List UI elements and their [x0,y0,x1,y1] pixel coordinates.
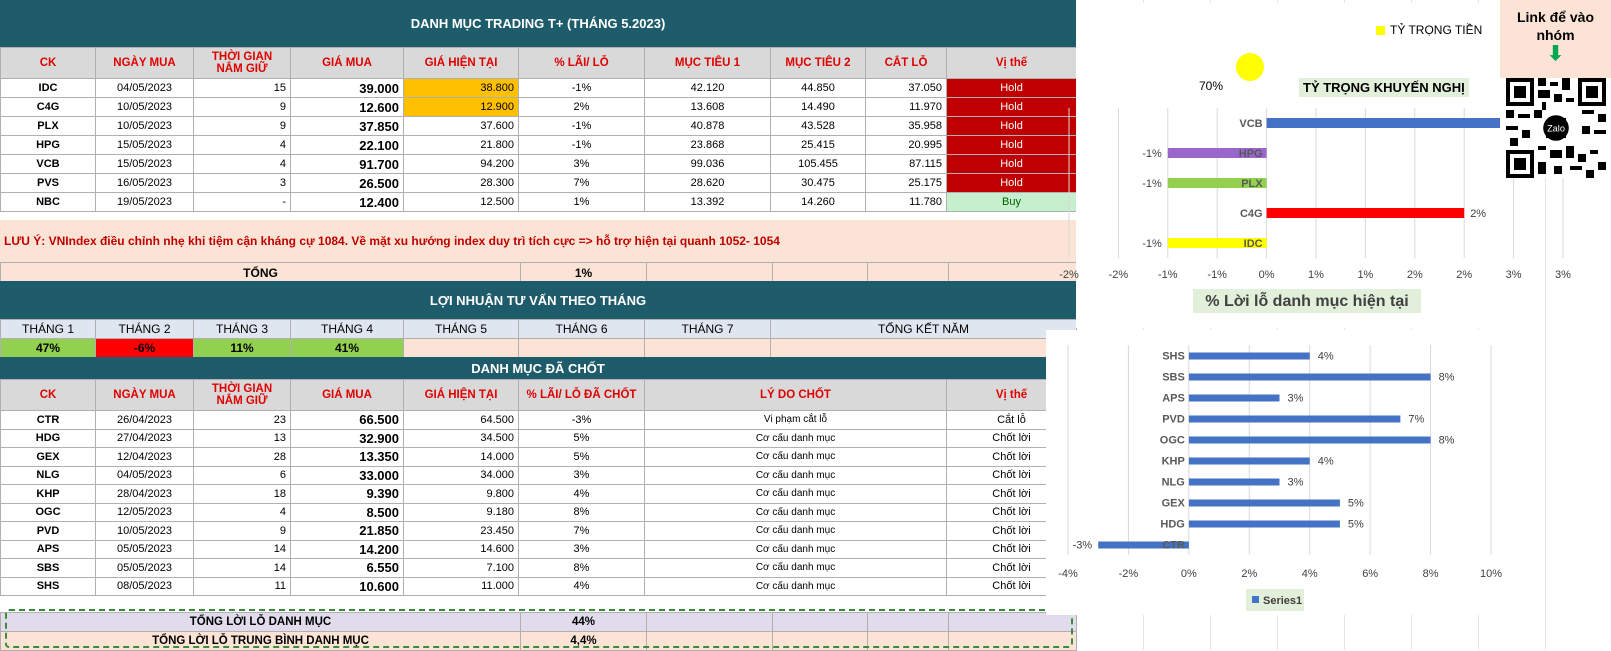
header-cell: NGÀY MUA [96,380,194,411]
table-cell: 14.260 [771,193,866,212]
table-cell: 14.600 [404,540,519,559]
header-cell: GIÁ MUA [291,380,404,411]
table-cell: 7% [519,522,645,541]
table-cell: 15 [194,79,291,98]
position-cell: Hold [947,174,1077,193]
x-tick-label: -4% [1058,568,1078,580]
data-label: 3% [1287,476,1304,489]
x-tick-label: 8% [1422,568,1439,580]
table-cell: 9 [194,98,291,117]
category-label: APS [1162,392,1185,405]
table-cell: -1% [519,117,645,136]
monthly-profit-table [0,319,1077,358]
category-label: SBS [1162,371,1185,384]
table-cell: 37.600 [404,117,519,136]
table-cell: 37.850 [291,117,404,136]
closed-pnl-chart [1046,330,1518,615]
summary-highlight-border [5,609,1073,648]
table-cell: 35.958 [866,117,947,136]
table-cell: Chốt lời [947,577,1077,596]
table-cell: Chốt lời [947,559,1077,578]
x-tick-label: -2% [1059,269,1079,281]
table-cell: 33.000 [291,466,404,485]
table-cell: 87.115 [866,155,947,174]
table-cell: 7% [519,174,645,193]
category-label: IDC [1243,238,1263,250]
table-cell: Cơ cấu danh mục [645,503,947,522]
data-label: -1% [1142,238,1162,250]
cash-weight-panel [1076,3,1500,98]
table-cell: 34.000 [404,466,519,485]
position-cell: Hold [947,98,1077,117]
table-cell: 3% [519,466,645,485]
table-cell: 26.500 [291,174,404,193]
table-cell: 11.000 [404,577,519,596]
table-row [1,117,1077,136]
x-tick-label: 2% [1241,568,1258,580]
category-label: C4G [1239,208,1263,220]
table-cell: 25.415 [771,136,866,155]
table-cell: Cơ cấu danh mục [645,540,947,559]
table-cell: 9 [194,117,291,136]
table-cell: HPG [1,136,96,155]
month-value: -6% [96,339,194,358]
table-cell: SHS [1,577,96,596]
month-label: TỔNG KẾT NĂM [771,320,1077,339]
bar-sbs [1189,374,1431,381]
bar-nlg [1189,479,1280,486]
header-cell: Vị thế [947,380,1077,411]
table-cell: 21.850 [291,522,404,541]
table-row [1,429,1077,448]
table-cell: 27/04/2023 [96,429,194,448]
category-label: NLG [1161,476,1185,489]
table-cell: 11.780 [866,193,947,212]
table-cell: 10/05/2023 [96,117,194,136]
total-value: 1% [521,263,647,284]
table-cell: 3 [194,174,291,193]
table-cell: 05/05/2023 [96,540,194,559]
category-label: VCB [1239,118,1263,130]
bar-c4g [1267,208,1465,218]
current-pnl-svg [1059,98,1571,328]
category-label: HPG [1238,148,1263,160]
qr-code-icon [1506,78,1606,178]
legend-swatch [1252,596,1259,603]
table-cell: Chốt lời [947,429,1077,448]
table-cell: 4 [194,155,291,174]
table-cell: Cơ cấu danh mục [645,485,947,504]
table-cell: 38.800 [404,79,519,98]
bar-pvd [1189,416,1401,423]
chart-title: % Lời lỗ danh mục hiện tại [1205,293,1409,310]
table-cell: 28.300 [404,174,519,193]
bar-hdg [1189,521,1340,528]
table-cell: 14.200 [291,540,404,559]
data-label: 2% [1470,208,1487,220]
x-tick-label: -2% [1108,269,1129,281]
header-cell: CK [1,48,96,79]
table-cell: 12.500 [404,193,519,212]
table-row [1,98,1077,117]
table-cell: 39.000 [291,79,404,98]
table-cell: OGC [1,503,96,522]
header-cell: NGÀY MUA [96,48,194,79]
table-cell: 66.500 [291,411,404,430]
data-label: 4% [1317,455,1334,468]
monthly-profit-title: LỢI NHUẬN TƯ VẤN THEO THÁNG [0,281,1076,319]
table-cell: 10/05/2023 [96,98,194,117]
table-cell: PVS [1,174,96,193]
table-cell: 10/05/2023 [96,522,194,541]
table-row [1,411,1077,430]
category-label: SHS [1162,350,1185,363]
table-cell: 05/05/2023 [96,559,194,578]
table-cell: IDC [1,79,96,98]
table-cell: Chốt lời [947,466,1077,485]
x-tick-label: 10% [1479,568,1503,580]
data-label: 4% [1317,350,1334,363]
bar-gex [1189,500,1340,507]
month-value [519,339,645,358]
table-cell: 13 [194,429,291,448]
down-arrow-icon: ⬇ [1547,43,1564,65]
table-cell: Chốt lời [947,485,1077,504]
category-label: PVD [1162,413,1185,426]
table-cell: 9.800 [404,485,519,504]
cash-weight-pct: 70% [1199,79,1224,93]
table-cell: KHP [1,485,96,504]
table-row [1,466,1077,485]
table-cell: 5% [519,429,645,448]
table-cell: 99.036 [645,155,771,174]
table-cell: 8% [519,559,645,578]
table-cell: NLG [1,466,96,485]
table-cell: 3% [519,540,645,559]
position-cell: Hold [947,117,1077,136]
market-note: LƯU Ý: VNIndex điều chỉnh nhẹ khi tiệm cận kháng cự 1084. Về mặt xu hướng index duy trì tích cực => hỗ trợ hiện tại quanh 1052- 1054 [0,220,1076,262]
zalo-qr-code[interactable] [1500,78,1611,178]
legend-label: Series1 [1263,595,1303,607]
table-cell: NBC [1,193,96,212]
table-cell: GEX [1,448,96,467]
table-cell: 04/05/2023 [96,79,194,98]
table-cell: 23.450 [404,522,519,541]
table-cell: 9.180 [404,503,519,522]
header-cell: % LÃI/ LỖ ĐÃ CHỐT [519,380,645,411]
table-cell: 42.120 [645,79,771,98]
table-cell: 13.608 [645,98,771,117]
month-label: THÁNG 7 [645,320,771,339]
table-cell: 12.600 [291,98,404,117]
table-cell: 21.800 [404,136,519,155]
header-cell: GIÁ HIỆN TẠI [404,380,519,411]
table-cell: 4% [519,485,645,504]
bar-ogc [1189,437,1431,444]
table-cell: -3% [519,411,645,430]
category-label: KHP [1161,455,1185,468]
table-cell: CTR [1,411,96,430]
header-cell: CK [1,380,96,411]
qr-logo-text: Zalo [1547,123,1565,134]
x-tick-label: 2% [1456,269,1473,281]
trading-portfolio-title: DANH MỤC TRADING T+ (THÁNG 5.2023) [0,0,1076,47]
bar-khp [1189,458,1310,465]
category-label: PLX [1241,178,1263,190]
table-cell: 11 [194,577,291,596]
table-cell: 94.200 [404,155,519,174]
data-label: -1% [1142,178,1162,190]
bar-shs [1189,353,1310,360]
table-cell: 34.500 [404,429,519,448]
table-cell: 7.100 [404,559,519,578]
x-tick-label: -1% [1207,269,1227,281]
table-cell: APS [1,540,96,559]
data-label: 7% [1408,413,1425,426]
position-cell: Buy [947,193,1077,212]
table-cell: 22.100 [291,136,404,155]
table-cell: Cơ cấu danh mục [645,448,947,467]
table-cell: 12/04/2023 [96,448,194,467]
table-cell: Cơ cấu danh mục [645,522,947,541]
table-row [1,448,1077,467]
table-cell: HDG [1,429,96,448]
table-cell: 28 [194,448,291,467]
table-cell: 15/05/2023 [96,155,194,174]
month-label: THÁNG 5 [404,320,519,339]
table-cell: Cơ cấu danh mục [645,559,947,578]
table-row [1,79,1077,98]
table-cell: 08/05/2023 [96,577,194,596]
month-labels-row [1,320,1077,339]
data-label: -1% [1142,148,1162,160]
header-cell: % LÃI/ LỖ [519,48,645,79]
sum-average-label: TỔNG LỜI LỖ TRUNG BÌNH DANH MỤC [1,632,521,651]
header-cell: CẮT LỖ [866,48,947,79]
sum-average-value: 4,4% [521,632,647,651]
month-label: THÁNG 6 [519,320,645,339]
data-label: -3% [1072,539,1093,552]
table-row [1,174,1077,193]
table-cell: 91.700 [291,155,404,174]
table-cell: Cắt lỗ [947,411,1077,430]
header-cell: LÝ DO CHỐT [645,380,947,411]
x-tick-label: 1% [1357,269,1374,281]
data-label: 3% [1287,392,1304,405]
table-row [1,522,1077,541]
data-label: 8% [1438,434,1455,447]
table-cell: SBS [1,559,96,578]
category-label: GEX [1161,497,1185,510]
closed-portfolio-table [0,379,1077,596]
table-cell: 26/04/2023 [96,411,194,430]
table-cell: -1% [519,79,645,98]
table-cell: 44.850 [771,79,866,98]
table-cell: 6.550 [291,559,404,578]
x-tick-label: 0% [1180,568,1197,580]
table-cell: Chốt lời [947,540,1077,559]
table-cell: 105.455 [771,155,866,174]
table-cell: 4 [194,503,291,522]
table-cell: 30.475 [771,174,866,193]
table-cell: 37.050 [866,79,947,98]
table-cell: 8.500 [291,503,404,522]
table-row [1,559,1077,578]
table-cell: Cơ cấu danh mục [645,577,947,596]
month-value [404,339,519,358]
header-cell: GIÁ MUA [291,48,404,79]
table-cell: 6 [194,466,291,485]
table-row [1,577,1077,596]
table-cell: 16/05/2023 [96,174,194,193]
table-header-row [1,380,1077,411]
table-cell: 8% [519,503,645,522]
x-tick-label: -2% [1118,568,1139,580]
x-tick-label: 0% [1258,269,1275,281]
x-tick-label: 4% [1301,568,1318,580]
table-cell: 12.400 [291,193,404,212]
table-cell: Chốt lời [947,522,1077,541]
table-cell: 19/05/2023 [96,193,194,212]
month-values-row [1,339,1077,358]
table-cell: 20.995 [866,136,947,155]
table-cell: 14.000 [404,448,519,467]
data-label: 5% [1347,497,1364,510]
legend-swatch [1376,26,1385,35]
table-cell: 25.175 [866,174,947,193]
table-row [1,540,1077,559]
table-header-row [1,48,1077,79]
table-cell: 9 [194,522,291,541]
table-cell: 10.600 [291,577,404,596]
header-cell: THỜI GIAN NẮM GIỮ [194,48,291,79]
table-cell: 14 [194,540,291,559]
closed-pnl-svg [1046,330,1518,615]
closed-portfolio-title: DANH MỤC ĐÃ CHỐT [0,357,1076,379]
table-cell: 28.620 [645,174,771,193]
sum-total-value: 44% [521,613,647,632]
qr-caption-box [1500,0,1611,78]
month-value: 11% [194,339,291,358]
table-cell: PVD [1,522,96,541]
qr-caption: Link để vào nhóm [1516,9,1595,43]
recommend-title: TỶ TRỌNG KHUYẾN NGHỊ [1299,78,1469,97]
data-label: 5% [1347,518,1364,531]
table-cell: Cơ cấu danh mục [645,429,947,448]
table-cell: - [194,193,291,212]
table-cell: 11.970 [866,98,947,117]
table-cell: 64.500 [404,411,519,430]
table-cell: 04/05/2023 [96,466,194,485]
table-cell: 23 [194,411,291,430]
cash-legend-label: TỶ TRỌNG TIỀN [1390,23,1483,37]
month-value [645,339,771,358]
header-cell: MỤC TIÊU 1 [645,48,771,79]
table-cell: 15/05/2023 [96,136,194,155]
table-cell: 12.900 [404,98,519,117]
position-cell: Hold [947,136,1077,155]
table-cell: 32.900 [291,429,404,448]
month-label: THÁNG 3 [194,320,291,339]
category-label: OGC [1159,434,1185,447]
table-cell: 28/04/2023 [96,485,194,504]
header-cell: Vị thế [947,48,1077,79]
table-row [1,485,1077,504]
header-cell: MỤC TIÊU 2 [771,48,866,79]
total-label: TỔNG [1,263,521,284]
header-cell: GIÁ HIỆN TẠI [404,48,519,79]
x-tick-label: 6% [1362,568,1379,580]
month-label: THÁNG 4 [291,320,404,339]
table-cell: 12/05/2023 [96,503,194,522]
table-cell: 3% [519,155,645,174]
position-cell: Hold [947,79,1077,98]
table-cell: 14.490 [771,98,866,117]
table-cell: 1% [519,193,645,212]
table-cell: 23.868 [645,136,771,155]
month-label: THÁNG 2 [96,320,194,339]
table-cell: 18 [194,485,291,504]
x-tick-label: 3% [1555,269,1571,281]
header-cell: THỜI GIAN NẮM GIỮ [194,380,291,411]
month-value: 47% [1,339,96,358]
table-cell: 43.528 [771,117,866,136]
table-cell: 14 [194,559,291,578]
table-cell: PLX [1,117,96,136]
table-cell: 5% [519,448,645,467]
table-cell: Chốt lời [947,503,1077,522]
sum-total-label: TỔNG LỜI LỖ DANH MỤC [1,613,521,632]
data-label: 8% [1438,371,1455,384]
table-row [1,503,1077,522]
position-cell: Hold [947,155,1077,174]
table-cell: 4% [519,577,645,596]
table-cell: 4 [194,136,291,155]
category-label: HDG [1160,518,1185,531]
table-cell: 13.350 [291,448,404,467]
month-value [771,339,1077,358]
month-value: 41% [291,339,404,358]
category-label: CTR [1162,539,1185,552]
table-cell: C4G [1,98,96,117]
table-cell: 9.390 [291,485,404,504]
table-cell: VCB [1,155,96,174]
month-label: THÁNG 1 [1,320,96,339]
x-tick-label: 2% [1406,269,1423,281]
table-cell: -1% [519,136,645,155]
bar-aps [1189,395,1280,402]
table-cell: Vi phạm cắt lỗ [645,411,947,430]
table-cell: Cơ cấu danh mục [645,466,947,485]
table-cell: 2% [519,98,645,117]
table-cell: 13.392 [645,193,771,212]
table-row [1,193,1077,212]
cash-weight-dot [1236,53,1264,81]
table-row [1,155,1077,174]
table-cell: 40.878 [645,117,771,136]
x-tick-label: 1% [1308,269,1324,281]
x-tick-label: -1% [1158,269,1178,281]
table-row [1,136,1077,155]
x-tick-label: 3% [1505,269,1522,281]
table-cell: Chốt lời [947,448,1077,467]
trading-portfolio-table [0,47,1077,212]
